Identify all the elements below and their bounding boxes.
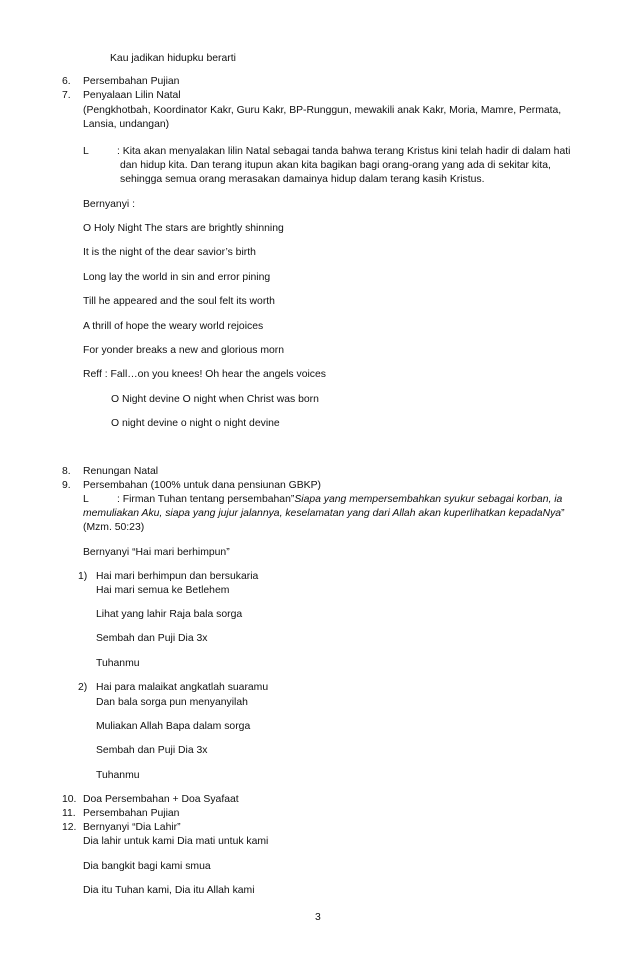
verse-line: Sembah dan Puji Dia 3x: [96, 745, 208, 756]
verse-line: Hai mari semua ke Betlehem: [96, 585, 230, 596]
item-7-sub-line-2: Lansia, undangan): [83, 119, 170, 130]
item-8-number: 8.: [62, 466, 71, 477]
bible-reference: (Mzm. 50:23): [83, 522, 145, 533]
verse-line: Lihat yang lahir Raja bala sorga: [96, 609, 243, 620]
song-line: Till he appeared and the soul felt its worth: [83, 296, 275, 307]
item-9-number: 9.: [62, 480, 71, 491]
leader-text-7-line-2: dan hidup kita. Dan terang itupun akan kita bagikan bagi orang-orang yang ada di sekitar kita,: [120, 160, 551, 171]
song-line: Dia lahir untuk kami Dia mati untuk kami: [83, 836, 269, 847]
item-10-number: 10.: [62, 794, 77, 805]
song-line: Reff : Fall…on you knees! Oh hear the angels voices: [83, 369, 326, 380]
leader-text-9-plain: : Firman Tuhan tentang persembahan”: [117, 494, 295, 505]
item-11-text: Persembahan Pujian: [83, 808, 180, 819]
item-10-text: Doa Persembahan + Doa Syafaat: [83, 794, 239, 805]
bible-quote-part-2: memuliakan Aku, siapa yang jujur jalannya, keselamatan yang dari Allah akan kuperlihatkan kepadaNya: [83, 508, 562, 519]
verse-line: Hai mari berhimpun dan bersukaria: [96, 571, 259, 582]
item-7-text: Penyalaan Lilin Natal: [83, 90, 181, 101]
reff-line: O night devine o night o night devine: [111, 418, 280, 429]
item-6-number: 6.: [62, 76, 71, 87]
leader-label-7: L: [83, 146, 89, 157]
leader-text-7-line-1: : Kita akan menyalakan lilin Natal sebagai tanda bahwa terang Kristus kini telah hadir di dalam hati: [117, 146, 571, 157]
sing-heading-7: Bernyanyi :: [83, 199, 135, 210]
song-line: For yonder breaks a new and glorious morn: [83, 345, 284, 356]
item-7-number: 7.: [62, 90, 71, 101]
verse-1-number: 1): [78, 571, 88, 582]
leader-label-9: L: [83, 494, 89, 505]
item-8-text: Renungan Natal: [83, 466, 159, 477]
song-line: Long lay the world in sin and error pining: [83, 272, 271, 283]
item-9-text: Persembahan (100% untuk dana pensiunan GBKP): [83, 480, 321, 491]
sing-heading-9: Bernyanyi “Hai mari berhimpun”: [83, 547, 230, 558]
verse-2-number: 2): [78, 682, 88, 693]
verse-line: Dan bala sorga pun menyanyilah: [96, 697, 248, 708]
leader-text-9-line-2: [83, 507, 565, 520]
verse-line: Hai para malaikat angkatlah suaramu: [96, 682, 269, 693]
reff-line: O Night devine O night when Christ was born: [111, 394, 319, 405]
bible-quote-part-1: Siapa yang mempersembahkan syukur sebagai korban, ia: [294, 494, 563, 505]
top-line: Kau jadikan hidupku berarti: [110, 53, 236, 64]
item-12-number: 12.: [62, 822, 77, 833]
song-line: Dia bangkit bagi kami smua: [83, 861, 211, 872]
leader-text-7-line-3: sehingga semua orang merasakan damainya hidup dalam terang kasih Kristus.: [120, 174, 485, 185]
song-line: A thrill of hope the weary world rejoices: [83, 321, 264, 332]
item-7-sub-line-1: (Pengkhotbah, Koordinator Kakr, Guru Kakr, BP-Runggun, mewakili anak Kakr, Moria, Mamre, Permata,: [83, 105, 562, 116]
verse-line: Tuhanmu: [96, 770, 140, 781]
song-line: O Holy Night The stars are brightly shinning: [83, 223, 284, 234]
song-line: Dia itu Tuhan kami, Dia itu Allah kami: [83, 885, 255, 896]
item-11-number: 11.: [62, 808, 76, 819]
page-number: 3: [315, 912, 321, 923]
quote-close: ”: [561, 508, 565, 519]
item-12-text: Bernyanyi “Dia Lahir”: [83, 822, 181, 833]
verse-line: Sembah dan Puji Dia 3x: [96, 633, 208, 644]
leader-text-9-line-1: [117, 493, 562, 506]
verse-line: Tuhanmu: [96, 658, 140, 669]
verse-line: Muliakan Allah Bapa dalam sorga: [96, 721, 251, 732]
item-6-text: Persembahan Pujian: [83, 76, 180, 87]
song-line: It is the night of the dear savior’s birth: [83, 247, 256, 258]
